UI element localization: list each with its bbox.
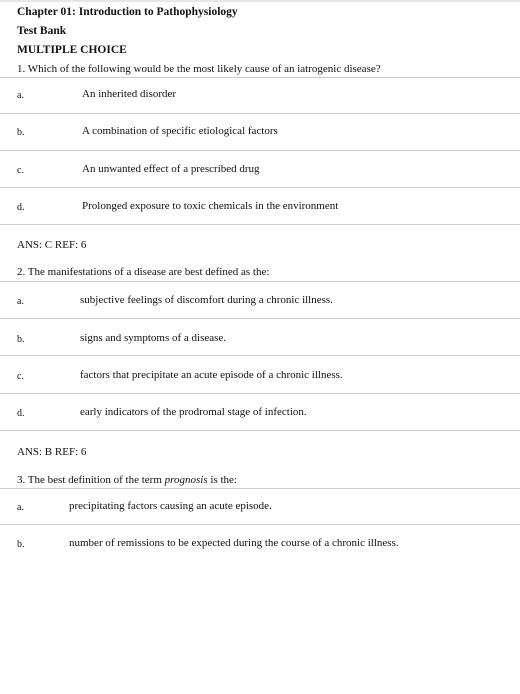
divider — [0, 318, 520, 319]
q2-option-c-text: factors that precipitate an acute episode of a chronic illness. — [80, 369, 343, 381]
q1-option-c-text: An unwanted effect of a prescribed drug — [82, 163, 260, 175]
q2-option-c-letter: c. — [17, 371, 24, 382]
q3-option-a-text: precipitating factors causing an acute episode. — [69, 500, 272, 512]
question-1-answer: ANS: C REF: 6 — [17, 239, 87, 251]
divider — [0, 393, 520, 394]
q2-option-d-letter: d. — [17, 408, 25, 419]
question-2-text: 2. The manifestations of a disease are best defined as the: — [17, 266, 270, 278]
subtitle: Test Bank — [17, 25, 67, 37]
q1-option-c-letter: c. — [17, 165, 24, 176]
q1-option-b-text: A combination of specific etiological factors — [82, 125, 278, 137]
divider — [0, 281, 520, 282]
divider — [0, 430, 520, 431]
question-3-text — [17, 474, 237, 486]
q1-option-a-letter: a. — [17, 90, 24, 101]
q2-option-a-letter: a. — [17, 296, 24, 307]
q2-option-d-text: early indicators of the prodromal stage of infection. — [80, 406, 307, 418]
divider — [0, 150, 520, 151]
q3-option-a-letter: a. — [17, 502, 24, 513]
question-1-text: 1. Which of the following would be the most likely cause of an iatrogenic disease? — [17, 63, 381, 75]
q3-option-b-letter: b. — [17, 539, 25, 550]
divider — [0, 224, 520, 225]
top-divider — [0, 0, 520, 2]
q3-option-b-text: number of remissions to be expected during the course of a chronic illness. — [69, 537, 399, 549]
chapter-title: Chapter 01: Introduction to Pathophysiology — [17, 6, 238, 18]
question-3-term: prognosis — [164, 474, 208, 486]
question-2-answer: ANS: B REF: 6 — [17, 446, 87, 458]
divider — [0, 355, 520, 356]
divider — [0, 488, 520, 489]
q1-option-d-text: Prolonged exposure to toxic chemicals in the environment — [82, 200, 339, 212]
divider — [0, 113, 520, 114]
q1-option-d-letter: d. — [17, 202, 25, 213]
divider — [0, 524, 520, 525]
divider — [0, 77, 520, 78]
q2-option-b-text: signs and symptoms of a disease. — [80, 332, 227, 344]
q2-option-a-text: subjective feelings of discomfort during a chronic illness. — [80, 294, 333, 306]
question-3-text-start: 3. The best definition of the term — [17, 474, 165, 486]
question-3-text-end: is the: — [207, 474, 237, 486]
section-heading: MULTIPLE CHOICE — [17, 44, 127, 56]
q2-option-b-letter: b. — [17, 334, 25, 345]
q1-option-a-text: An inherited disorder — [82, 88, 177, 100]
q1-option-b-letter: b. — [17, 127, 25, 138]
divider — [0, 187, 520, 188]
